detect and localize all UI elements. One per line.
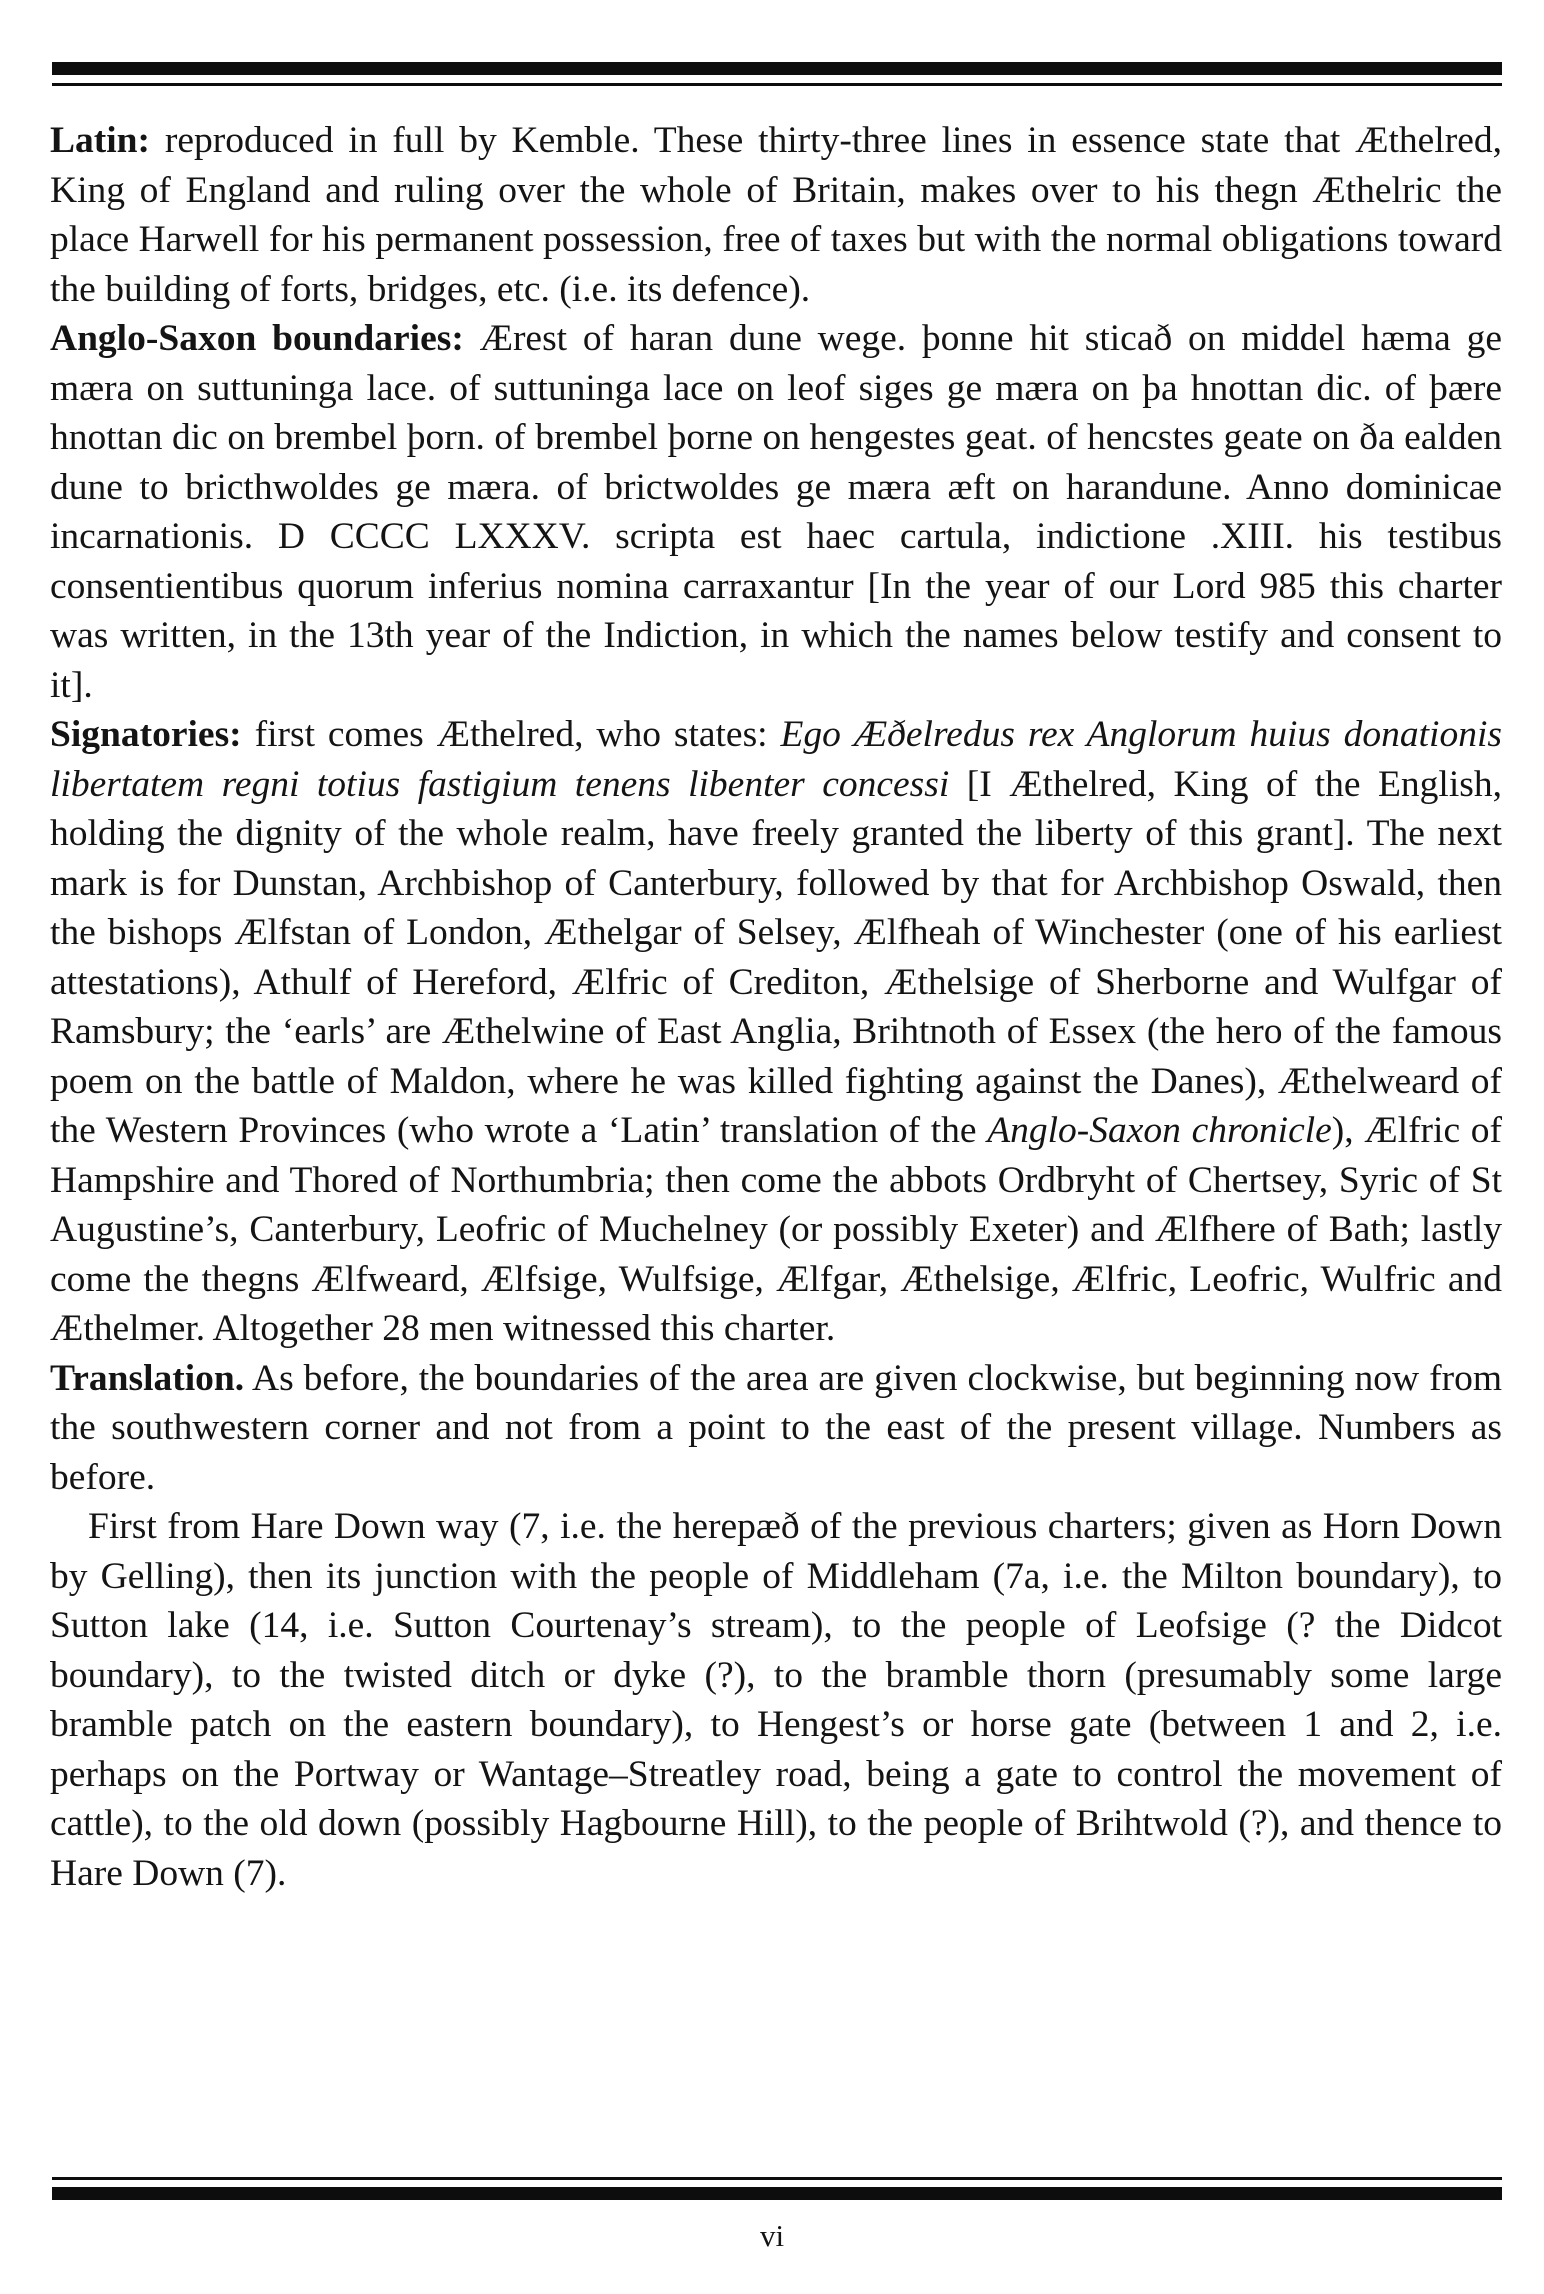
bottom-double-rule bbox=[52, 2177, 1502, 2200]
page-number: vi bbox=[759, 2218, 785, 2253]
top-double-rule bbox=[52, 62, 1502, 86]
anglo-saxon-heading: Anglo-Saxon boundaries: bbox=[50, 318, 464, 359]
anglo-saxon-paragraph bbox=[50, 314, 1502, 710]
signatories-text-3: ), Ælfric of Hampshire and Thored of Northumbria; then come the abbots Ordbryht of Chertsey, Syric of St Augustine’s, Canterbury, Leofric of Muchelney (or possibly Exeter) and Ælfhere of Bath; lastly come the thegns Ælfweard, Ælfsige, Wulfsige, Ælfgar, Æthelsige, Ælfric, Leofric, Wulfric and Æthelmer. Altogether 28 men witnessed this charter. bbox=[50, 1110, 1502, 1349]
bottom-rule-thick bbox=[52, 2187, 1502, 2200]
translation-paragraph-2: First from Hare Down way (7, i.e. the herepæð of the previous charters; given as Horn Down by Gelling), then its junction with the people of Middleham (7a, i.e. the Milton boundary), to Sutton lake (14, i.e. Sutton Courtenay’s stream), to the people of Leofsige (? the Didcot boundary), to the twisted ditch or dyke (?), to the bramble thorn (presumably some large bramble patch on the eastern boundary), to Hengest’s or horse gate (between 1 and 2, i.e. perhaps on the Portway or Wantage–Streatley road, being a gate to control the movement of cattle), to the old down (possibly Hagbourne Hill), to the people of Brihtwold (?), and thence to Hare Down (7). bbox=[50, 1506, 1502, 1894]
translation-heading: Translation. bbox=[50, 1357, 245, 1399]
chronicle-title: Anglo-Saxon chronicle bbox=[987, 1110, 1332, 1151]
signatories-latin-quote: Ego Æðelredus rex Anglorum huius donationis libertatem regni totius fastigium tenens libenter concessi bbox=[50, 714, 1502, 805]
signatories-text-2: [I Æthelred, King of the English, holding the dignity of the whole realm, have freely granted the liberty of this grant]. The next mark is for Dunstan, Archbishop of Canterbury, followed by that for Archbishop Oswald, then the bishops Ælfstan of London, Æthelgar of Selsey, Ælfheah of Winchester (one of his earliest attestations), Athulf of Hereford, Ælfric of Crediton, Æthelsige of Sherborne and Wulfgar of Ramsbury; the ‘earls’ are Æthelwine of East Anglia, Brihtnoth of Essex (the hero of the famous poem on the battle of Maldon, where he was killed fighting against the Danes), Æthelweard of the Western Provinces (who wrote a ‘Latin’ translation of the bbox=[50, 763, 1502, 1151]
translation-paragraph bbox=[50, 1354, 1502, 1503]
top-rule-thick bbox=[52, 62, 1502, 75]
bottom-rule-thin bbox=[52, 2177, 1502, 2180]
page-body bbox=[50, 116, 1502, 1898]
translation-text: As before, the boundaries of the area are given clockwise, but beginning now from the southwestern corner and not from a point to the east of the present village. Numbers as before. bbox=[50, 1357, 1502, 1498]
top-rule-thin bbox=[52, 83, 1502, 86]
latin-text: reproduced in full by Kemble. These thirty-three lines in essence state that Æthelred, King of England and ruling over the whole of Britain, makes over to his thegn Æthelric the place Harwell for his permanent possession, free of taxes but with the normal obligations toward the building of forts, bridges, etc. (i.e. its defence). bbox=[50, 120, 1502, 310]
signatories-paragraph bbox=[50, 710, 1502, 1354]
anglo-saxon-text: Ærest of haran dune wege. þonne hit sticað on middel hæma ge mæra on suttuninga lace. of suttuninga lace on leof siges ge mæra on þa hnottan dic. of þære hnottan dic on brembel þorn. of brembel þorne on hengestes geat. of hencstes geate on ða ealden dune to bricthwoldes ge mæra. of brictwoldes ge mæra æft on harandune. Anno dominicae incarnationis. D CCCC LXXXV. scripta est haec cartula, indictione .XIII. his testibus consentientibus quorum inferius nomina carraxantur [In the year of our Lord 985 this charter was written, in the 13th year of the Indiction, in which the names below testify and consent to it]. bbox=[50, 318, 1502, 706]
signatories-text-1: first comes Æthelred, who states: bbox=[241, 714, 781, 755]
latin-paragraph bbox=[50, 116, 1502, 314]
signatories-heading: Signatories: bbox=[50, 714, 242, 755]
latin-heading: Latin: bbox=[50, 120, 151, 161]
